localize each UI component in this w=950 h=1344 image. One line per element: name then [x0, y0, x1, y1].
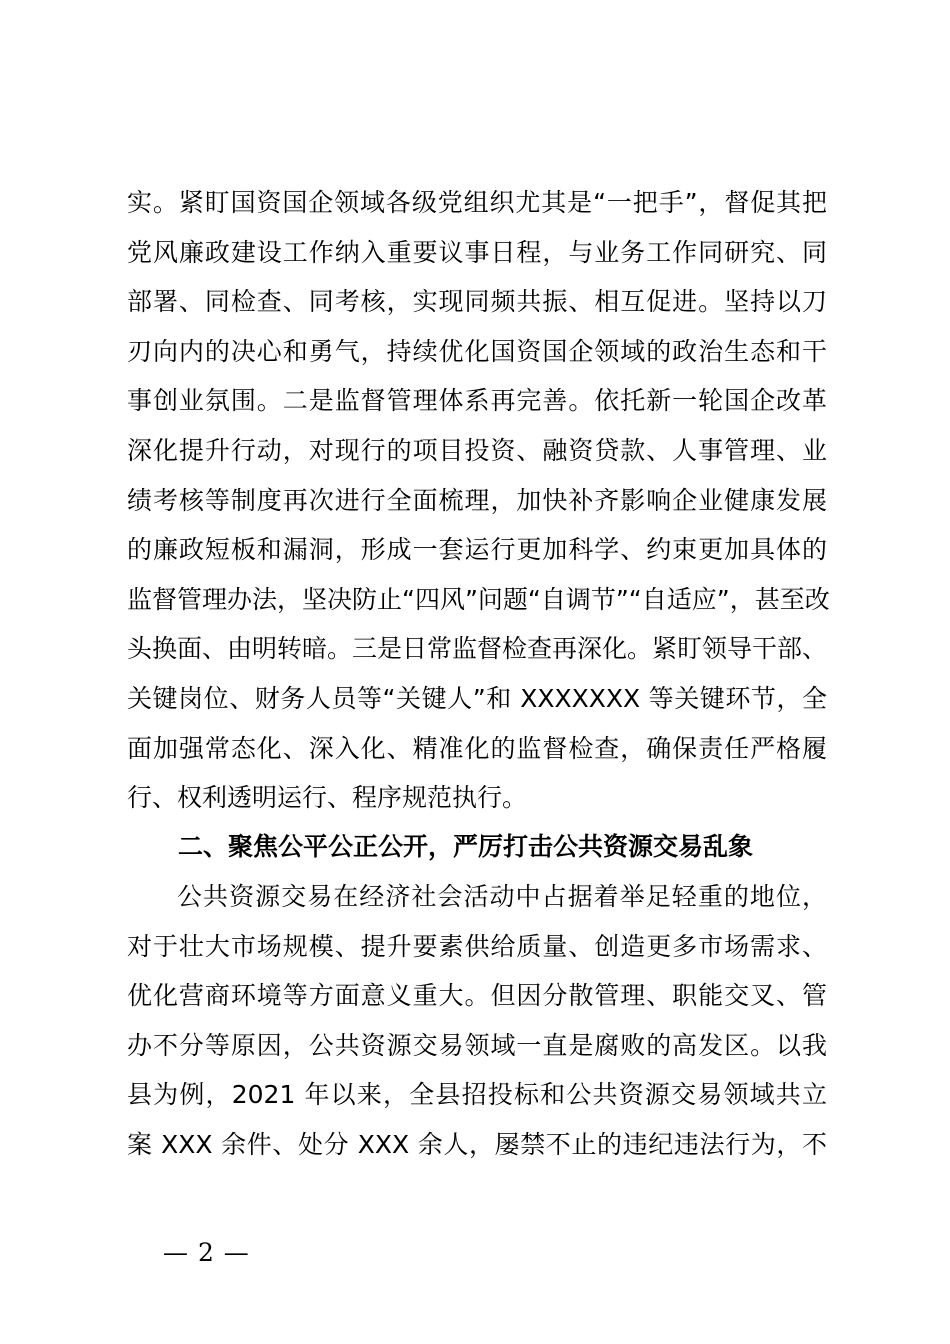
paragraph-line: 县为例，2021 年以来，全县招投标和公共资源交易领域共立 — [127, 1080, 827, 1110]
body-paragraph — [127, 178, 830, 823]
paragraph-line: 的廉政短板和漏洞，形成一套运行更加科学、约束更加具体的 — [127, 535, 827, 565]
paragraph-line: 部署、同检查、同考核，实现同频共振、相互促进。坚持以刀 — [127, 287, 827, 317]
paragraph-line: 党风廉政建设工作纳入重要议事日程，与业务工作同研究、同 — [127, 237, 827, 267]
paragraph-line: 事创业氛围。二是监督管理体系再完善。依托新一轮国企改革 — [127, 386, 827, 416]
paragraph-line: 绩考核等制度再次进行全面梳理，加快补齐影响企业健康发展 — [127, 485, 827, 515]
page-number: — 2 — — [163, 1238, 250, 1267]
section-heading: 二、聚焦公平公正公开，严厉打击公共资源交易乱象 — [178, 832, 754, 861]
paragraph-line: 关键岗位、财务人员等“关键人”和 XXXXXXX 等关键环节，全 — [127, 683, 827, 713]
paragraph-line: 实。紧盯国资国企领域各级党组织尤其是“一把手”，督促其把 — [127, 188, 827, 217]
paragraph-line: 办不分等原因，公共资源交易领域一直是腐败的高发区。以我 — [127, 1030, 827, 1060]
paragraph-line: 头换面、由明转暗。三是日常监督检查再深化。紧盯领导干部、 — [127, 634, 828, 664]
paragraph-line: 监督管理办法，坚决防止“四风”问题“自调节”“自适应”，甚至改 — [127, 584, 830, 614]
paragraph-line: 面加强常态化、深入化、精准化的监督检查，确保责任严格履 — [127, 733, 827, 763]
paragraph-line: 对于壮大市场规模、提升要素供给质量、创造更多市场需求、 — [127, 931, 827, 961]
paragraph-line: 公共资源交易在经济社会活动中占据着举足轻重的地位， — [177, 882, 827, 911]
paragraph-line: 深化提升行动，对现行的项目投资、融资贷款、人事管理、业 — [127, 435, 827, 465]
paragraph-line: 优化营商环境等方面意义重大。但因分散管理、职能交叉、管 — [127, 981, 827, 1011]
paragraph-line: 案 XXX 余件、处分 XXX 余人，屡禁不止的违纪违法行为，不 — [127, 1129, 827, 1159]
paragraph-line: 刃向内的决心和勇气，持续优化国资国企领域的政治生态和干 — [127, 336, 827, 366]
paragraph-line: 行、权利透明运行、程序规范执行。 — [127, 783, 528, 813]
body-paragraph — [127, 872, 827, 1170]
